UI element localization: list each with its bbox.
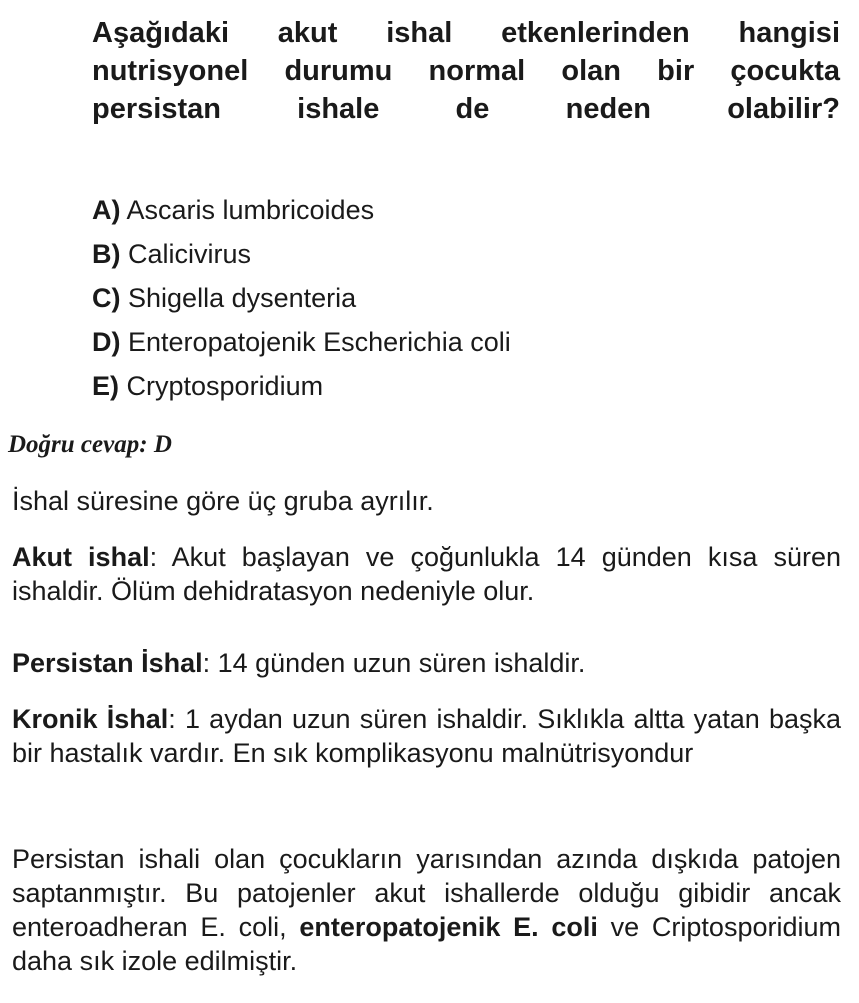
definition-chronic: : 1 aydan uzun süren ishaldir. Sıklıkla altta yatan başka bir hastalık vardır. En sık komplikasyonu malnütrisyondur xyxy=(12,704,841,768)
definition-persistent: : 14 günden uzun süren ishaldir. xyxy=(202,648,586,678)
answer-options xyxy=(92,192,511,412)
option-text: Cryptosporidium xyxy=(126,371,324,401)
explanation-persistent xyxy=(12,646,841,680)
option-letter: C) xyxy=(92,283,121,313)
option-text: Shigella dysenteria xyxy=(128,283,357,313)
correct-answer-label: Doğru cevap: xyxy=(8,431,148,458)
explanation-acute xyxy=(12,540,841,608)
option-c[interactable] xyxy=(92,280,511,324)
pathogens-highlight: enteropatojenik E. coli xyxy=(299,912,598,942)
definition-acute: : Akut başlayan ve çoğunlukla 14 günden kısa süren ishaldir. Ölüm dehidratasyon nedeniyle olur. xyxy=(12,542,841,606)
correct-answer xyxy=(8,428,172,462)
term-persistent: Persistan İshal xyxy=(12,648,203,678)
explanation-chronic xyxy=(12,702,841,770)
pathogens-text-1: Persistan ishali olan çocukların yarısından azında dışkıda patojen saptanmıştır. Bu patojenler akut ishallerde olduğu gibidir ancak enteroadheran E. coli, xyxy=(12,844,841,942)
correct-answer-value: D xyxy=(153,431,172,458)
option-letter: B) xyxy=(92,239,121,269)
option-letter: E) xyxy=(92,371,119,401)
option-letter: D) xyxy=(92,327,121,357)
option-text: Ascaris lumbricoides xyxy=(126,195,375,225)
explanation-intro: İshal süresine göre üç gruba ayrılır. xyxy=(12,486,434,516)
option-text: Calicivirus xyxy=(128,239,252,269)
term-acute: Akut ishal xyxy=(12,542,150,572)
question-line-2: nutrisyonel durumu normal olan bir çocukta xyxy=(92,55,840,87)
option-d[interactable] xyxy=(92,324,511,368)
option-letter: A) xyxy=(92,195,121,225)
option-b[interactable] xyxy=(92,236,511,280)
option-text: Enteropatojenik Escherichia coli xyxy=(128,327,511,357)
option-e[interactable] xyxy=(92,368,511,412)
question-line-1: Aşağıdaki akut ishal etkenlerinden hangisi xyxy=(92,17,840,49)
question-text xyxy=(92,14,840,128)
explanation-pathogens xyxy=(12,842,841,978)
question-line-3: persistan ishale de neden olabilir? xyxy=(92,93,840,125)
term-chronic: Kronik İshal xyxy=(12,704,169,734)
option-a[interactable] xyxy=(92,192,511,236)
pathogens-text-2: ve Criptosporidium daha sık izole edilmiştir. xyxy=(12,912,841,976)
